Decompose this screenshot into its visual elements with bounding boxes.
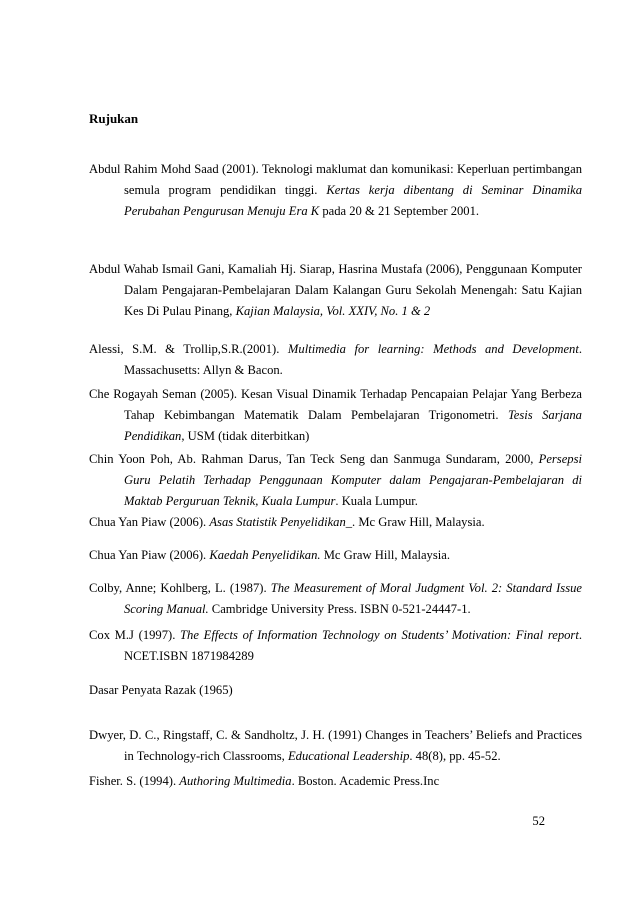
- reference-title: Kajian Malaysia, Vol. XXIV, No. 1 & 2: [235, 304, 431, 318]
- reference-text: . 48(8), pp. 45-52.: [409, 749, 501, 763]
- reference-text: Mc Graw Hill, Malaysia.: [320, 548, 450, 562]
- reference-text: Colby, Anne; Kohlberg, L. (1987).: [89, 581, 271, 595]
- reference-text: Cambridge University Press. ISBN 0-521-24447-1.: [208, 602, 471, 616]
- reference-entry: [89, 680, 582, 701]
- reference-text: . NCET.ISBN 1871984289: [124, 628, 582, 663]
- reference-text: Cox M.J (1997).: [89, 628, 181, 642]
- reference-title: Educational Leadership: [287, 749, 410, 763]
- reference-text: Dwyer, D. C., Ringstaff, C. & Sandholtz, J. H. (1991) Changes in Teachers’ Beliefs and Practices in Technology-rich Classrooms,: [89, 728, 582, 763]
- reference-text: Fisher. S. (1994).: [89, 774, 180, 788]
- reference-entry: [89, 384, 582, 447]
- reference-entry: [89, 725, 582, 767]
- reference-text: pada 20 & 21 September 2001.: [319, 204, 480, 218]
- reference-entry: [89, 771, 582, 792]
- reference-entry: [89, 159, 582, 222]
- reference-text: Abdul Wahab Ismail Gani, Kamaliah Hj. Siarap, Hasrina Mustafa (2006), Penggunaan Komputer Dalam Pengajaran-Pembelajaran Dalam Kalangan Guru Sekolah Menengah: Satu Kajian Kes Di Pulau Pinang,: [89, 262, 582, 318]
- reference-text: Abdul Rahim Mohd Saad (2001). Teknologi maklumat dan komunikasi: Keperluan pertimbangan semula program pendidikan tinggi.: [89, 162, 582, 197]
- reference-text: Che Rogayah Seman (2005). Kesan Visual Dinamik Terhadap Pencapaian Pelajar Yang Berbeza Tahap Kebimbangan Matematik Dalam Pembelajaran Trigonometri.: [89, 387, 582, 422]
- reference-title: The Measurement of Moral Judgment Vol. 2: Standard Issue Scoring Manual.: [124, 581, 582, 616]
- reference-title: Kaedah Penyelidikan.: [209, 548, 321, 562]
- reference-text: Alessi, S.M. & Trollip,S.R.(2001).: [89, 342, 288, 356]
- page-number: 52: [532, 814, 545, 828]
- reference-entry: [89, 625, 582, 667]
- reference-text: Chua Yan Piaw (2006).: [89, 548, 210, 562]
- reference-text: Chin Yoon Poh, Ab. Rahman Darus, Tan Teck Seng dan Sanmuga Sundaram, 2000,: [89, 452, 539, 466]
- reference-entry: [89, 512, 582, 533]
- reference-entry: [89, 339, 582, 381]
- reference-title: Asas Statistik Penyelidikan: [209, 515, 346, 529]
- reference-text: . Boston. Academic Press.Inc: [291, 774, 440, 788]
- reference-text: , USM (tidak diterbitkan): [181, 429, 310, 443]
- reference-title: Kertas kerja dibentang di Seminar Dinamika Perubahan Pengurusan Menuju Era K: [124, 183, 582, 218]
- reference-entry: [89, 449, 582, 512]
- reference-text: . Massachusetts: Allyn & Bacon.: [124, 342, 582, 377]
- reference-title: The Effects of Information Technology on Students’ Motivation: Final report: [180, 628, 579, 642]
- reference-text: . Kuala Lumpur.: [335, 494, 418, 508]
- references-heading: Rujukan: [89, 111, 139, 126]
- reference-text: _. Mc Graw Hill, Malaysia.: [345, 515, 485, 529]
- reference-title: Multimedia for learning: Methods and Development: [287, 342, 579, 356]
- reference-entry: [89, 545, 582, 566]
- reference-entry: [89, 578, 582, 620]
- reference-entry: [89, 259, 582, 322]
- reference-title: Persepsi Guru Pelatih Terhadap Penggunaan Komputer dalam Pengajaran-Pembelajaran di Maktab Perguruan Teknik, Kuala Lumpur: [124, 452, 582, 508]
- reference-text: Dasar Penyata Razak (1965): [89, 683, 233, 697]
- reference-title: Authoring Multimedia: [179, 774, 292, 788]
- reference-title: Tesis Sarjana Pendidikan: [124, 408, 582, 443]
- reference-text: Chua Yan Piaw (2006).: [89, 515, 210, 529]
